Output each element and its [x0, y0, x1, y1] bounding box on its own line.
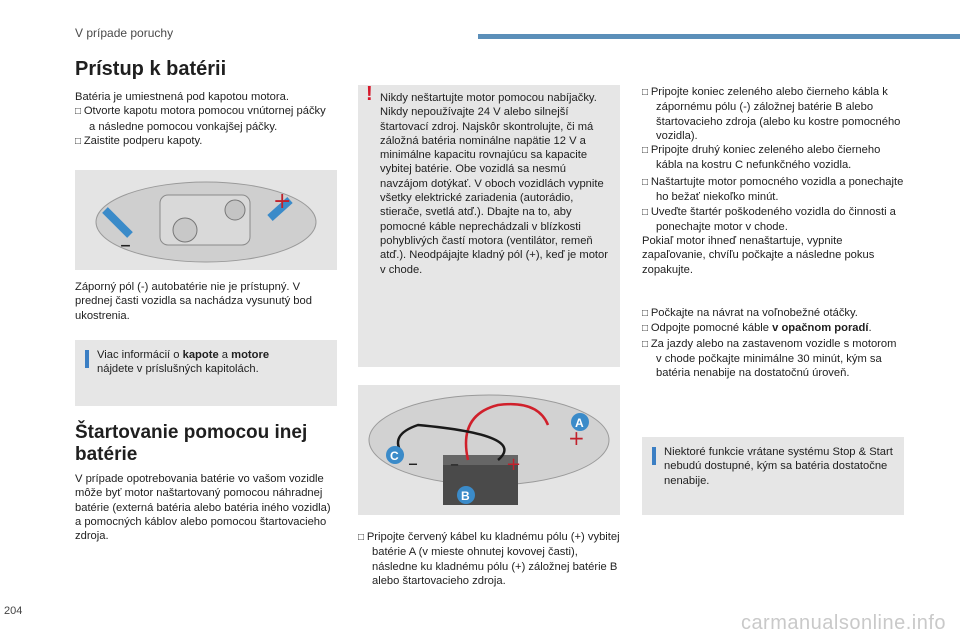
svg-text:–: –: [450, 454, 459, 475]
header-bar: [478, 34, 960, 39]
watermark: carmanualsonline.info: [740, 612, 946, 634]
disconnect-pre: Odpojte pomocné káble: [650, 322, 773, 335]
info-post: nájdete v príslušných kapitolách.: [97, 363, 259, 376]
disconnect-bold: v opačnom poradí: [772, 322, 869, 335]
warning-box: [358, 85, 620, 367]
label-c: C: [390, 449, 399, 463]
warning-icon: !: [366, 83, 373, 105]
step-green-cable-ground: □ Pripojte druhý koniec zeleného alebo čierneho kábla na kostru C nefunkčného vozidla.: [642, 143, 904, 173]
negative-terminal-text: Záporný pól (-) autobatérie nie je prístupný. V prednej časti vozidla sa nachádza vysunutý bod ukostrenia.: [75, 281, 312, 322]
step-red-cable-text: □ Pripojte červený kábel ku kladnému pólu (+) vybitej batérie A (v mieste ohnutej kovovej časti), následne ku kladnému pólu (+) záložnej batérie B alebo štartovacieho zdroja.: [358, 530, 620, 588]
step-red-cable: [358, 530, 620, 588]
step-start-disabled: □ Uveďte štartér poškodeného vozidla do činnosti a ponechajte motor v chode.: [642, 205, 904, 235]
info-mid: a: [218, 349, 232, 361]
section-title: V prípade poruchy: [75, 26, 174, 40]
jump-start-diagram: [358, 385, 620, 515]
step-start-helper: □ Naštartujte motor pomocného vozidla a ponechajte ho bežať niekoľko minút.: [642, 175, 904, 205]
page-number: 204: [4, 605, 23, 617]
info-box-stopstart: [642, 437, 904, 515]
step-green-cable-negative: □ Pripojte koniec zeleného alebo čierneho kábla k zápornému pólu (-) záložnej batérie B alebo štartovacieho zdroja (alebo ku kostre pomocného vozidla).: [642, 85, 904, 143]
info-icon: [652, 447, 656, 465]
col3-steps1: [642, 85, 904, 173]
info-box-hood-engine: [75, 340, 337, 406]
battery-intro: [75, 90, 335, 149]
heading-battery-access: Prístup k batérii: [75, 58, 227, 80]
info-bold-hood: kapote: [182, 349, 219, 361]
warning-text: Nikdy neštartujte motor pomocou nabíjačky. Nikdy nepoužívajte 24 V alebo silnejší štartovací zdroj. Najskôr skontrolujte, či má záložná batéria nominálne napätie 12 V a minimálne kapacitu rovnajúcu sa kapacite vybitej batérie. Obe vozidlá sa nesmú navzájom dotýkať. V oboch vozidlách vypnite všetky elektrické zariadenia (autorádio, stierače, svetlá atď.). Dbajte na to, aby pomocné káble neprechádzali v blízkosti pohyblivých častí motora (ventilátor, remeň atď.). Neodpájajte kladný pól (+), keď je motor v chode.: [380, 92, 608, 276]
step-disconnect: □ Odpojte pomocné káble v opačnom poradí.: [642, 321, 904, 336]
stopstart-info-text: Niektoré funkcie vrátane systému Stop & Start nebudú dostupné, kým sa batéria dostatočne nenabije.: [664, 446, 893, 487]
col3-steps3: [642, 306, 904, 380]
intro-text: Batéria je umiestnená pod kapotou motora.: [75, 91, 289, 103]
step-open-hood: □ Otvorte kapotu motora pomocou vnútornej páčky a následne pomocou vonkajšej páčky.: [75, 104, 335, 134]
heading-jump-start: Štartovanie pomocou inej batérie: [75, 422, 308, 465]
info-text: [97, 348, 329, 377]
step-secure-prop: □ Zaistite podperu kapoty.: [75, 134, 335, 149]
label-b: B: [461, 489, 470, 503]
step-charge: □ Za jazdy alebo na zastavenom vozidle s motorom v chode počkajte minimálne 30 minút, kým sa batéria nenabije na dostatočnú úroveň.: [642, 337, 904, 381]
svg-text:–: –: [408, 451, 418, 475]
retry-paragraph: Pokiaľ motor ihneď nenaštartuje, vypnite zapaľovanie, chvíľu počkajte a následne pokus zopakujte.: [642, 235, 875, 276]
col3-steps2: [642, 175, 904, 277]
jump-start-body: V prípade opotrebovania batérie vo vašom vozidle môže byť motor naštartovaný pomocou náhradnej batérie (externá batéria alebo batéria iného vozidla) a pomocných káblov alebo pomocou štartovacieho zdroja.: [75, 473, 331, 543]
svg-text:+: +: [568, 426, 585, 450]
info-bold-engine: motore: [231, 349, 270, 361]
svg-text:–: –: [120, 233, 131, 258]
svg-text:+: +: [273, 189, 292, 214]
svg-text:+: +: [506, 454, 522, 475]
info-pre: Viac informácií o: [97, 349, 183, 361]
engine-bay-image: [75, 170, 337, 270]
info-icon: [85, 350, 89, 368]
label-a: A: [575, 416, 584, 430]
step-idle: □ Počkajte na návrat na voľnobežné otáčky.: [642, 306, 904, 321]
